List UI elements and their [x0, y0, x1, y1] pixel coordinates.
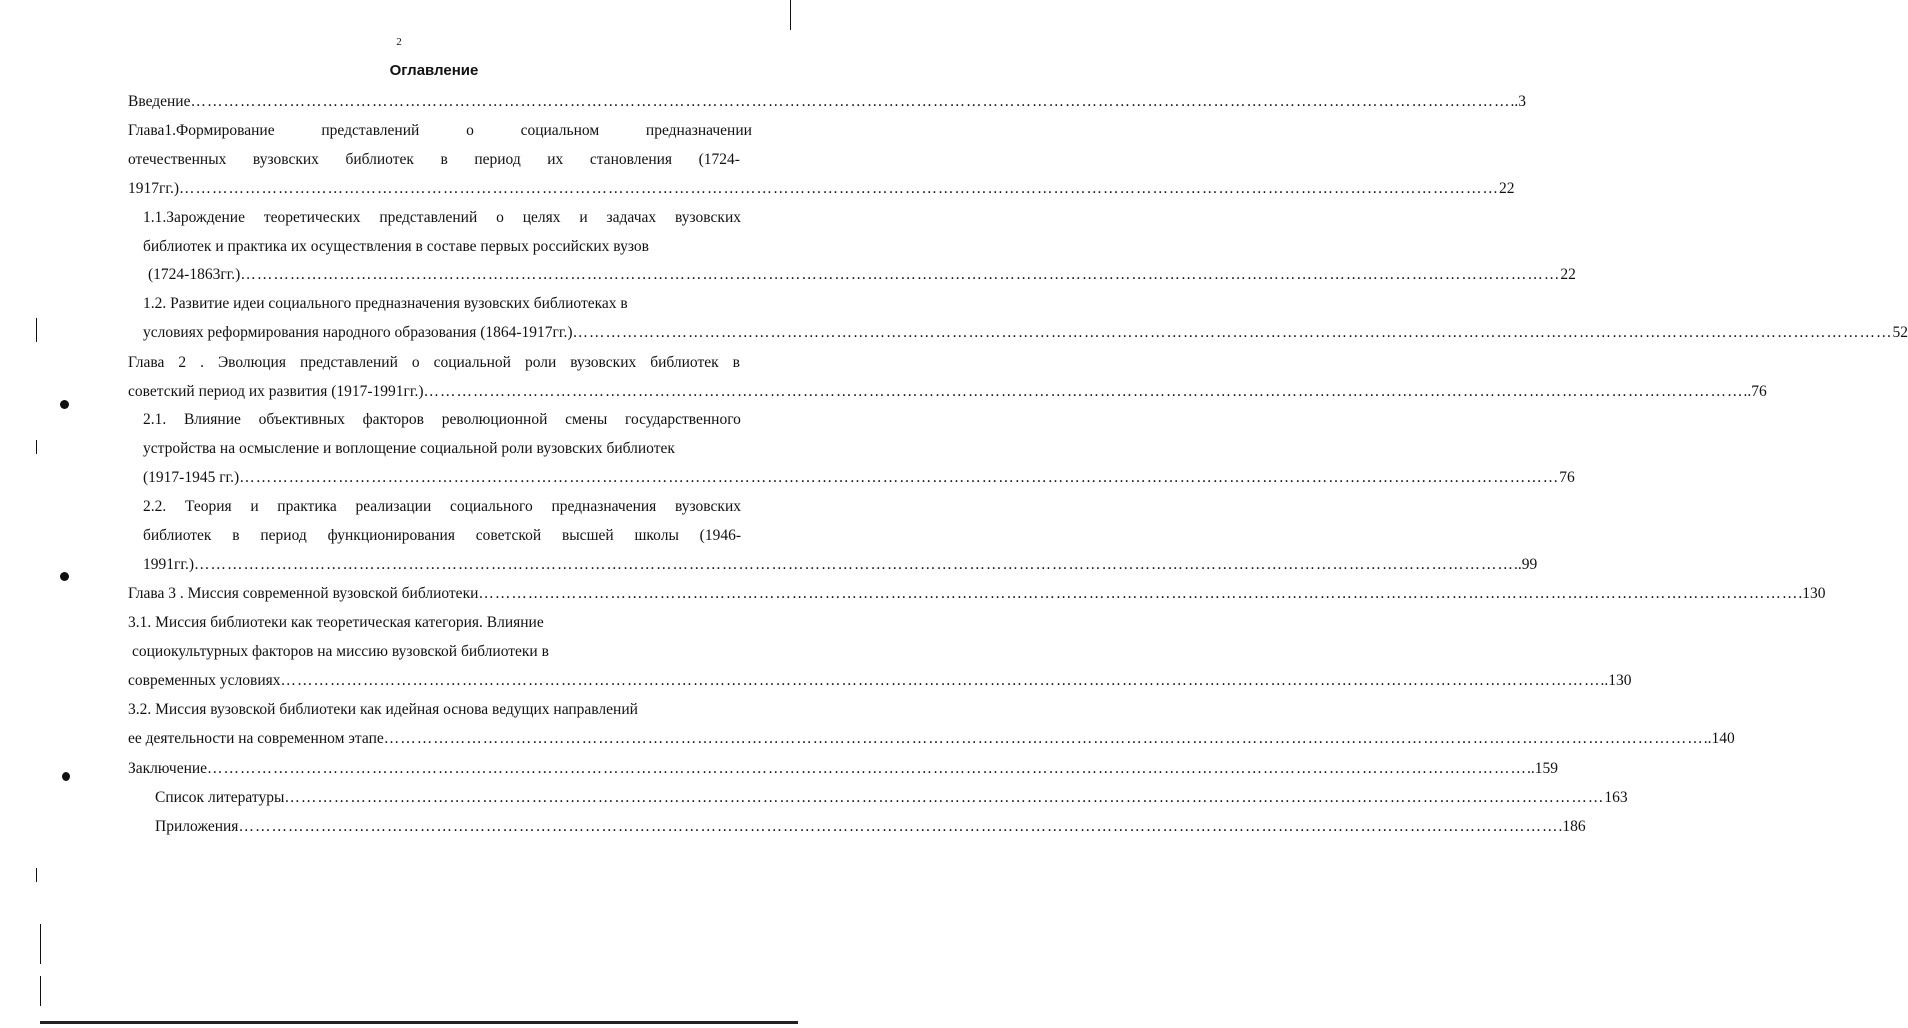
toc-word: предназначении: [645, 122, 752, 139]
toc-word: задачах: [606, 209, 657, 226]
dot-leader: ……………………………………………………………………………………………………………………………………………………………………………………………………………………: [239, 469, 1560, 486]
toc-word: библиотек: [650, 354, 719, 371]
scan-edge-mark: [36, 868, 37, 882]
toc-word: 2.2.: [143, 498, 167, 515]
toc-line: [128, 353, 740, 373]
toc-line: устройства на осмысление и воплощение социальной роли вузовских библиотек: [143, 440, 675, 457]
toc-line: [143, 555, 1538, 575]
toc-word: период: [474, 151, 521, 168]
toc-line: 3.2. Миссия вузовской библиотеки как идейная основа ведущих направлений: [128, 701, 638, 718]
toc-word: вузовских: [252, 151, 319, 168]
toc-word: государственного: [625, 411, 741, 428]
toc-entry-title: 1917гг.): [128, 180, 180, 197]
toc-entry-title: советский период их развития (1917-1991гг.): [128, 383, 424, 400]
toc-word: о: [496, 209, 504, 226]
dot-leader: ……………………………………………………………………………………………………………………………………………………………………………………………………………………: [280, 672, 1601, 689]
toc-line: [128, 382, 1767, 402]
hole-punch-mark: [60, 400, 69, 409]
toc-line: [155, 817, 1586, 837]
toc-word: вузовских: [674, 498, 741, 515]
toc-word: библиотек: [143, 527, 212, 544]
toc-line: [143, 497, 741, 517]
toc-word: социальной: [433, 354, 511, 371]
toc-word: революционной: [441, 411, 548, 428]
page-bottom-edge: [40, 1021, 798, 1024]
toc-word: и: [579, 209, 588, 226]
toc-word: в: [232, 527, 240, 544]
toc-word: социальном: [520, 122, 600, 139]
toc-page-number: ..140: [1703, 730, 1735, 747]
toc-word: объективных: [258, 411, 345, 428]
toc-word: библиотек: [345, 151, 414, 168]
toc-entry-title: Список литературы: [155, 789, 285, 806]
toc-word: вузовских: [674, 209, 741, 226]
dot-leader: ……………………………………………………………………………………………………………………………………………………………………………………………………………………: [478, 585, 1799, 602]
dot-leader: ……………………………………………………………………………………………………………………………………………………………………………………………………………………: [383, 730, 1704, 747]
toc-word: теоретических: [263, 209, 361, 226]
toc-line: [128, 150, 740, 170]
toc-word: Теория: [184, 498, 232, 515]
toc-page-number: .186: [1558, 818, 1586, 835]
hole-punch-mark: [60, 572, 69, 581]
toc-word: отечественных: [128, 151, 227, 168]
toc-line: [155, 788, 1628, 808]
toc-word: Глава: [128, 354, 165, 371]
scan-edge-mark: [40, 924, 41, 964]
toc-line: [148, 265, 1576, 285]
toc-word: представлений: [299, 354, 398, 371]
toc-word: социального: [449, 498, 533, 515]
toc-word: представлений: [379, 209, 478, 226]
toc-word: школы: [634, 527, 679, 544]
toc-entry-title: Глава 3 . Миссия современной вузовской библиотеки: [128, 585, 479, 602]
dot-leader: ……………………………………………………………………………………………………………………………………………………………………………………………………………………: [238, 818, 1559, 835]
toc-entry-title: (1724-1863гг.): [148, 266, 241, 283]
toc-line: 3.1. Миссия библиотеки как теоретическая категория. Влияние: [128, 614, 544, 631]
toc-word: целях: [522, 209, 561, 226]
toc-line: [128, 759, 1559, 779]
toc-entry-title: ее деятельности на современном этапе: [128, 730, 384, 747]
toc-page-number: ..130: [1600, 672, 1632, 689]
toc-word: высшей: [561, 527, 614, 544]
dot-leader: ……………………………………………………………………………………………………………………………………………………………………………………………………………………: [194, 556, 1515, 573]
toc-word: Эволюция: [217, 354, 286, 371]
toc-word: 1.1.Зарождение: [143, 209, 245, 226]
toc-page-number: ..159: [1527, 760, 1559, 777]
toc-line: [128, 121, 752, 141]
toc-entry-title: современных условиях: [128, 672, 281, 689]
toc-line: социокультурных факторов на миссию вузовской библиотеки в: [132, 643, 549, 660]
toc-word: реализации: [355, 498, 432, 515]
toc-word: функционирования: [327, 527, 455, 544]
toc-line: [128, 92, 1526, 112]
toc-word: Влияние: [183, 411, 241, 428]
toc-line: [143, 468, 1575, 488]
toc-line: [128, 584, 1826, 604]
toc-entry-title: Приложения: [155, 818, 239, 835]
toc-page-number: ..3: [1510, 93, 1526, 110]
toc-entry-title: Введение: [128, 93, 191, 110]
toc-line: [143, 410, 741, 430]
scan-edge-mark: [40, 976, 41, 1006]
page-number: 2: [396, 36, 402, 48]
toc-word: роли: [524, 354, 557, 371]
toc-word: факторов: [362, 411, 424, 428]
toc-word: смены: [565, 411, 608, 428]
toc-word: 2.1.: [143, 411, 167, 428]
toc-page-number: 163: [1604, 789, 1628, 806]
toc-word: период: [260, 527, 307, 544]
page-title: Оглавление: [389, 62, 479, 79]
scan-edge-mark: [36, 318, 37, 342]
dot-leader: ……………………………………………………………………………………………………………………………………………………………………………………………………………………: [423, 383, 1744, 400]
toc-word: и: [250, 498, 259, 515]
toc-line: [128, 729, 1735, 749]
toc-line: 1.2. Развитие идеи социального предназначения вузовских библиотеках в: [143, 295, 628, 312]
toc-entry-title: (1917-1945 гг.): [143, 469, 240, 486]
toc-line: [128, 179, 1515, 199]
dot-leader: ……………………………………………………………………………………………………………………………………………………………………………………………………………………: [284, 789, 1605, 806]
toc-line: [143, 526, 741, 546]
toc-word: предназначения: [551, 498, 657, 515]
scan-edge-mark: [36, 440, 37, 454]
toc-word: .: [200, 354, 204, 371]
toc-page-number: 22: [1499, 180, 1515, 197]
toc-line: [143, 323, 1908, 343]
toc-word: о: [466, 122, 474, 139]
toc-word: представлений: [321, 122, 420, 139]
toc-entry-title: 1991гг.): [143, 556, 195, 573]
toc-line: [128, 671, 1632, 691]
toc-word: их: [547, 151, 564, 168]
toc-word: становления: [589, 151, 673, 168]
dot-leader: ……………………………………………………………………………………………………………………………………………………………………………………………………………………: [207, 760, 1528, 777]
toc-word: практика: [277, 498, 337, 515]
toc-entry-title: Заключение: [128, 760, 208, 777]
toc-page-number: 22: [1560, 266, 1576, 283]
toc-line: библиотек и практика их осуществления в составе первых российских вузов: [143, 238, 649, 255]
toc-word: о: [411, 354, 420, 371]
toc-page-number: ..99: [1514, 556, 1538, 573]
toc-page-number: .130: [1798, 585, 1826, 602]
toc-line: [143, 208, 741, 228]
dot-leader: ……………………………………………………………………………………………………………………………………………………………………………………………………………………: [179, 180, 1500, 197]
toc-page-number: ..76: [1743, 383, 1767, 400]
dot-leader: ……………………………………………………………………………………………………………………………………………………………………………………………………………………: [572, 324, 1893, 341]
toc-word: вузовских: [570, 354, 637, 371]
hole-punch-mark: [62, 772, 70, 781]
toc-word: 2: [178, 354, 187, 371]
toc-word: Глава1.Формирование: [128, 122, 275, 139]
toc-entry-title: условиях реформирования народного образования (1864-1917гг.): [143, 324, 573, 341]
dot-leader: ……………………………………………………………………………………………………………………………………………………………………………………………………………………: [240, 266, 1561, 283]
toc-word: в: [440, 151, 448, 168]
dot-leader: ……………………………………………………………………………………………………………………………………………………………………………………………………………………: [190, 93, 1511, 110]
toc-word: в: [732, 354, 740, 371]
toc-page-number: 76: [1559, 469, 1575, 486]
scan-edge-mark: [790, 0, 791, 30]
toc-word: советской: [475, 527, 542, 544]
toc-page-number: 52: [1892, 324, 1908, 341]
toc-word: (1724-: [698, 151, 740, 168]
toc-word: (1946-: [699, 527, 741, 544]
